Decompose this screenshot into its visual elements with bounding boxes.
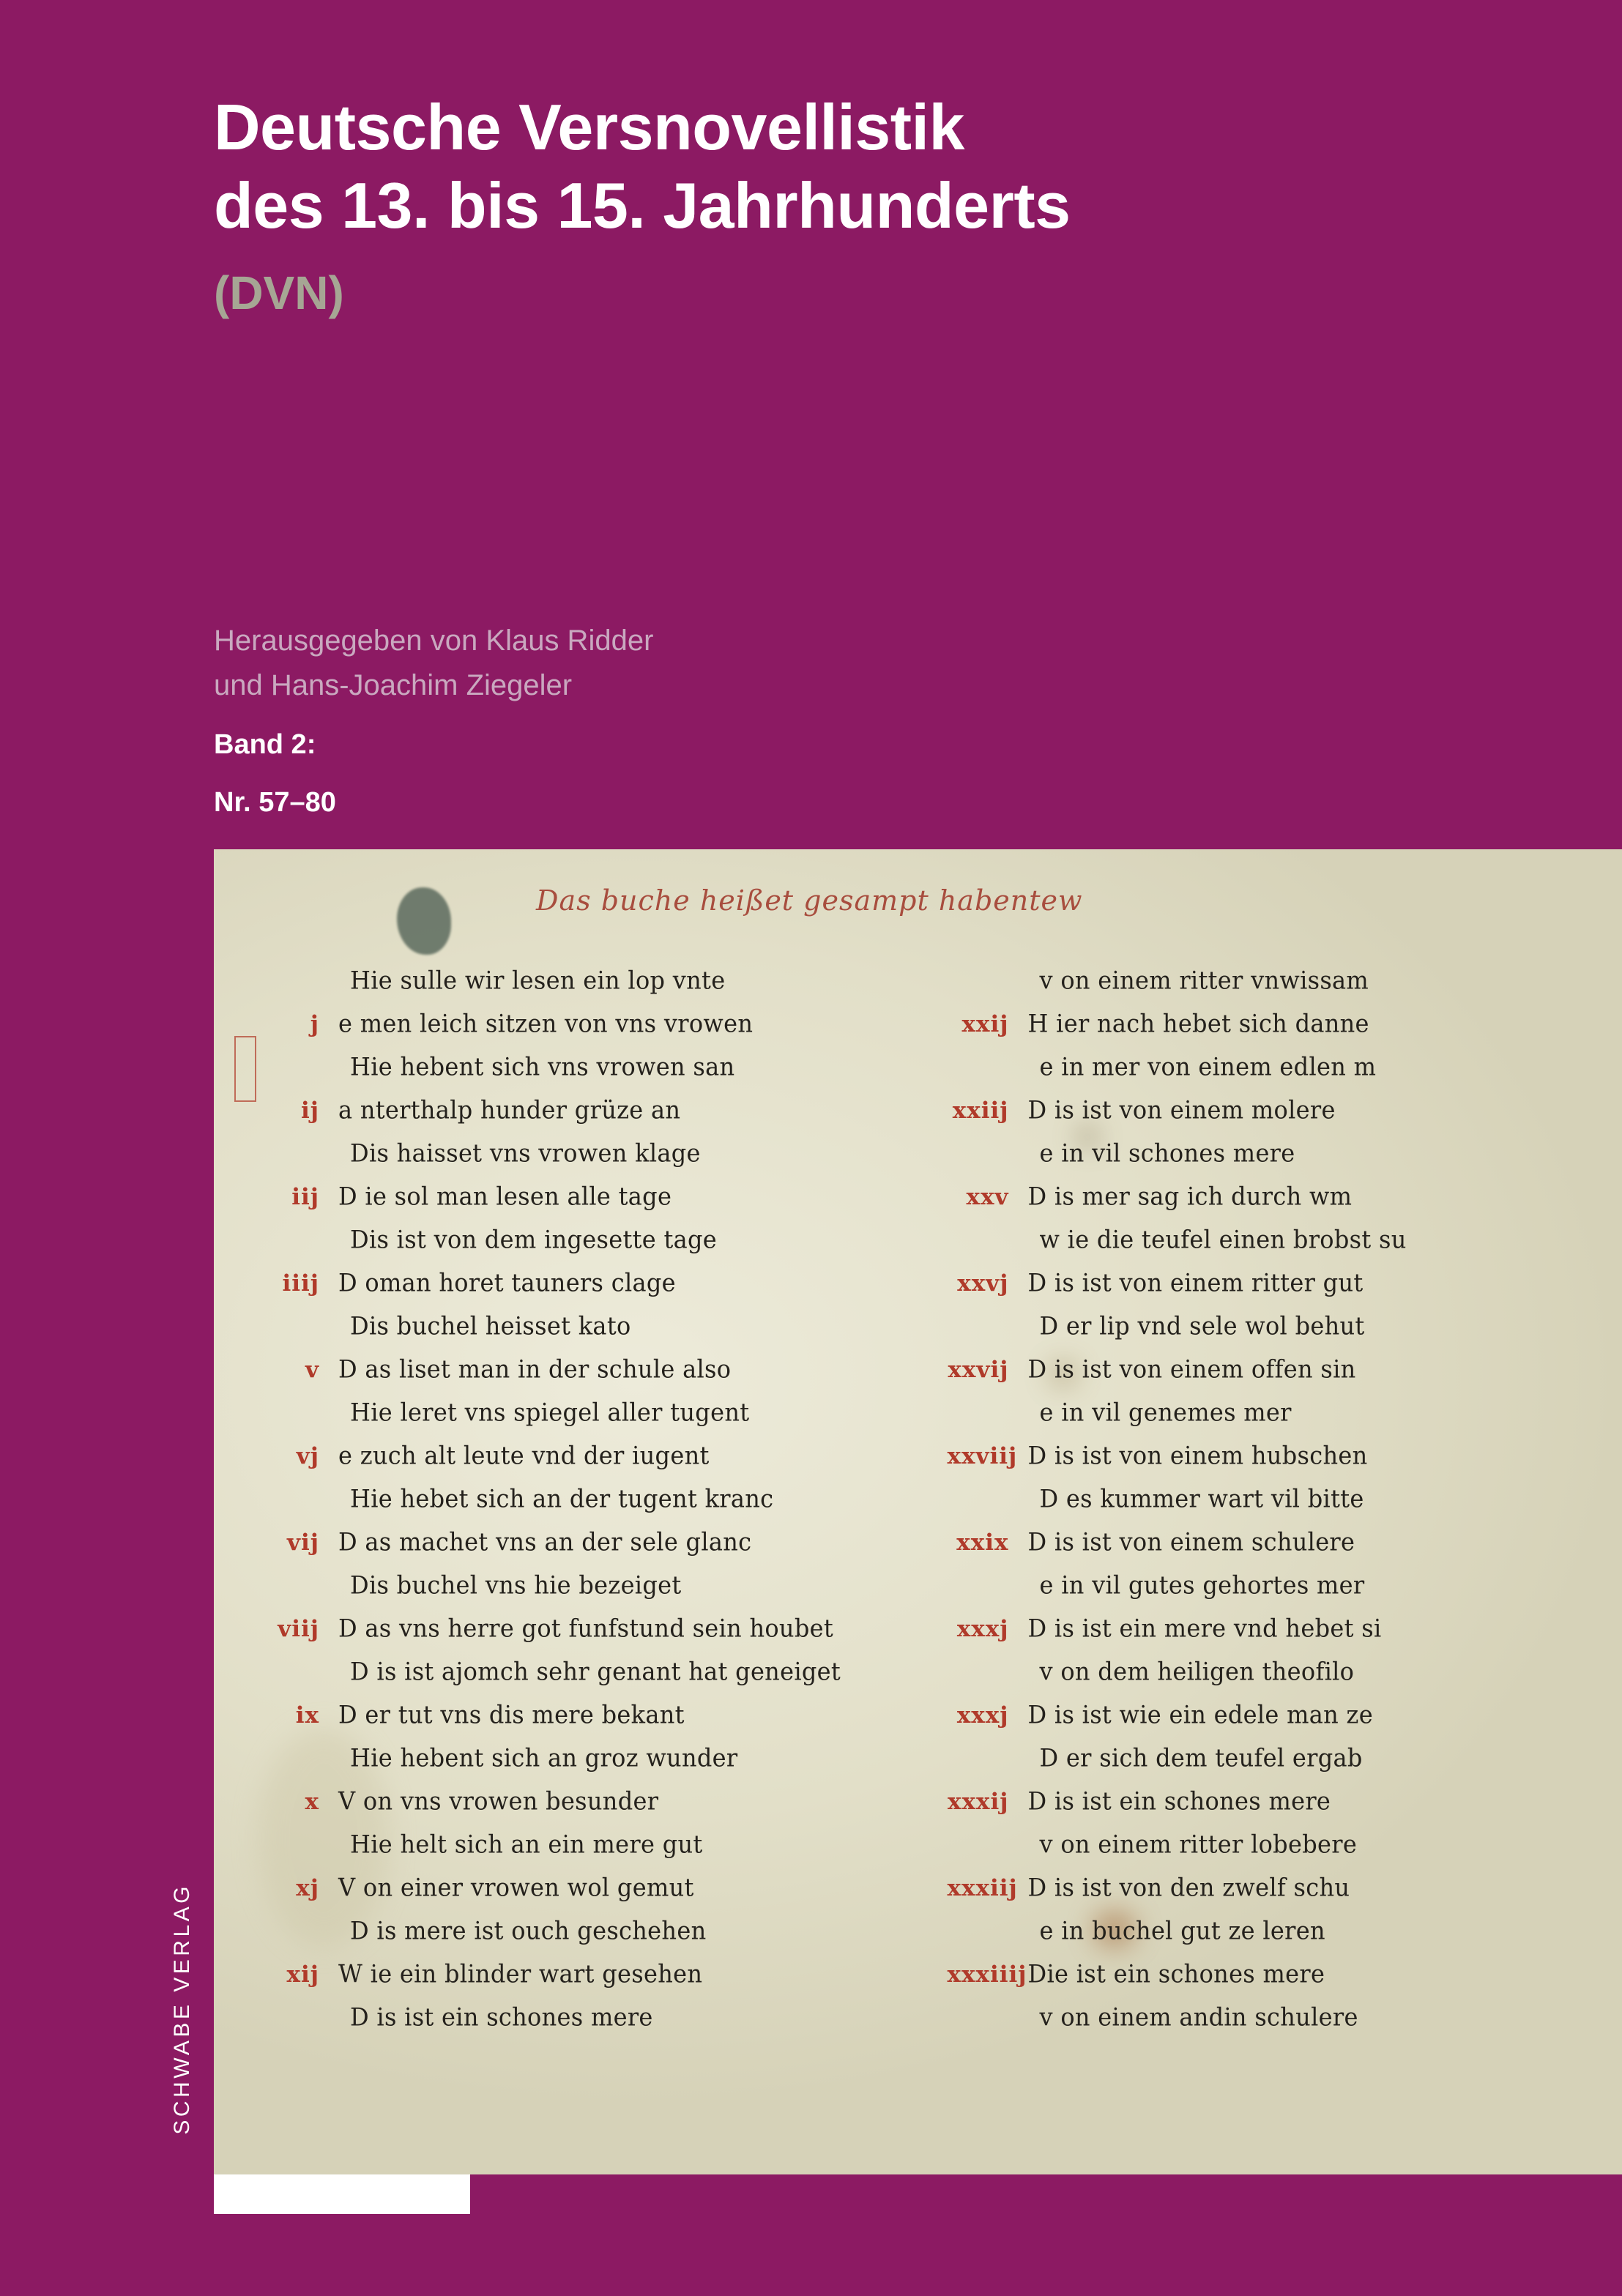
- manuscript-line: [948, 1614, 1622, 1658]
- subtitle-acronym: (DVN): [214, 266, 344, 319]
- manuscript-line: [258, 1398, 933, 1442]
- manuscript-line-text: Dis buchel heisset kato: [350, 1311, 631, 1341]
- editors-line-2: und Hans-Joachim Ziegeler: [214, 668, 573, 701]
- manuscript-line-number: xxxij: [948, 1789, 1009, 1815]
- manuscript-heading: Das buche heißet gesampt habentew: [536, 884, 1083, 917]
- manuscript-line-number: iij: [291, 1184, 319, 1210]
- manuscript-line-text: D oman horet tauners clage: [338, 1267, 676, 1298]
- ink-blot: [397, 887, 451, 955]
- manuscript-line-number: xxxj: [956, 1616, 1009, 1642]
- manuscript-line-number: xxxiiij: [947, 1961, 1027, 1988]
- manuscript-line-text: D is ist wie ein edele man ze: [1027, 1699, 1373, 1730]
- manuscript-line-number: v: [305, 1357, 319, 1383]
- manuscript-line-text: e men leich sitzen von vns vrowen: [338, 1008, 754, 1039]
- manuscript-line: [948, 1960, 1622, 2003]
- metadata-block: [214, 619, 1166, 824]
- manuscript-line: [948, 1658, 1622, 1701]
- publisher-name: SCHWABE VERLAG: [170, 1883, 194, 2135]
- manuscript-line: [948, 1485, 1622, 1528]
- manuscript-line-text: a nterthalp hunder grüze an: [338, 1095, 681, 1125]
- manuscript-line: [258, 1960, 933, 2003]
- manuscript-line: [948, 1830, 1622, 1874]
- manuscript-line-number: j: [310, 1011, 319, 1037]
- manuscript-column-right: [933, 966, 1622, 2174]
- manuscript-line-text: D as machet vns an der sele glanc: [338, 1527, 752, 1557]
- manuscript-line-text: D is mere ist ouch geschehen: [350, 1915, 707, 1946]
- manuscript-line: [948, 1312, 1622, 1355]
- manuscript-line-text: D is ist von einem ritter gut: [1027, 1267, 1364, 1298]
- manuscript-line-text: D ie sol man lesen alle tage: [338, 1181, 672, 1212]
- publisher-imprint: [170, 1827, 195, 2135]
- manuscript-line: [948, 1182, 1622, 1226]
- manuscript-line: [948, 1701, 1622, 1744]
- manuscript-line: [258, 1571, 933, 1614]
- manuscript-line-text: v on einem andin schulere: [1039, 2002, 1358, 2032]
- manuscript-line-text: e in vil genemes mer: [1039, 1397, 1292, 1428]
- manuscript-line-number: xxij: [961, 1011, 1009, 1037]
- manuscript-line-text: D is ist ajomch sehr genant hat geneiget: [350, 1656, 841, 1687]
- manuscript-line: [948, 1917, 1622, 1960]
- manuscript-line-text: D as liset man in der schule also: [338, 1354, 732, 1384]
- manuscript-line: [258, 2003, 933, 2046]
- manuscript-line-number: xxix: [956, 1529, 1009, 1556]
- manuscript-line: [948, 1787, 1622, 1830]
- manuscript-line-text: D er tut vns dis mere bekant: [338, 1699, 685, 1730]
- manuscript-line-text: Dis haisset vns vrowen klage: [350, 1138, 701, 1168]
- manuscript-line-text: D is ist von einem offen sin: [1027, 1354, 1356, 1384]
- title-line-1: Deutsche Versnovellistik: [214, 91, 964, 163]
- manuscript-line-number: xxvij: [948, 1357, 1009, 1383]
- manuscript-line-text: D is ist von einem hubschen: [1027, 1440, 1368, 1471]
- manuscript-line: [948, 2003, 1622, 2046]
- manuscript-line: [948, 1398, 1622, 1442]
- manuscript-line: [258, 1226, 933, 1269]
- manuscript-line: [948, 1874, 1622, 1917]
- manuscript-line: [258, 1096, 933, 1139]
- page-title: [214, 88, 1459, 320]
- manuscript-line: [258, 1874, 933, 1917]
- manuscript-line-text: w ie die teufel einen brobst su: [1039, 1224, 1407, 1255]
- manuscript-line: [948, 1010, 1622, 1053]
- manuscript-line: [258, 1658, 933, 1701]
- manuscript-line-text: Hie sulle wir lesen ein lop vnte: [350, 965, 726, 996]
- parchment-background: [214, 849, 1622, 2174]
- manuscript-line: [258, 1528, 933, 1571]
- manuscript-line-number: ix: [295, 1702, 319, 1729]
- manuscript-line: [258, 1312, 933, 1355]
- manuscript-line: [948, 1096, 1622, 1139]
- manuscript-line-text: e in buchel gut ze leren: [1039, 1915, 1325, 1946]
- manuscript-line-number: xxv: [966, 1184, 1009, 1210]
- manuscript-line: [948, 1139, 1622, 1182]
- white-accent-bar: [214, 2172, 470, 2214]
- manuscript-line-text: e zuch alt leute vnd der iugent: [338, 1440, 710, 1471]
- manuscript-line: [948, 1571, 1622, 1614]
- manuscript-line: [258, 966, 933, 1010]
- manuscript-line-number: xxiij: [952, 1097, 1009, 1124]
- manuscript-line-text: D as vns herre got funfstund sein houbet: [338, 1613, 834, 1644]
- manuscript-line-text: e in vil gutes gehortes mer: [1039, 1570, 1365, 1600]
- manuscript-line: [258, 1744, 933, 1787]
- manuscript-line-text: Hie helt sich an ein mere gut: [350, 1829, 703, 1860]
- manuscript-line-text: Dis ist von dem ingesette tage: [350, 1224, 718, 1255]
- manuscript-column-left: [214, 966, 933, 2174]
- manuscript-line: [948, 1528, 1622, 1571]
- manuscript-line: [258, 1182, 933, 1226]
- manuscript-line-text: W ie ein blinder wart gesehen: [338, 1958, 703, 1989]
- manuscript-line-text: D is ist ein schones mere: [350, 2002, 653, 2032]
- manuscript-line: [258, 1701, 933, 1744]
- manuscript-columns: [214, 966, 1622, 2174]
- manuscript-line-number: xxviij: [947, 1443, 1018, 1469]
- manuscript-line-text: D is ist ein schones mere: [1027, 1786, 1331, 1816]
- manuscript-line: [948, 1053, 1622, 1096]
- manuscript-line: [258, 1442, 933, 1485]
- manuscript-line: [948, 1269, 1622, 1312]
- manuscript-line-text: Hie hebet sich an der tugent kranc: [350, 1483, 774, 1514]
- manuscript-line-text: D er sich dem teufel ergab: [1039, 1742, 1363, 1773]
- manuscript-line-text: D is ist von einem molere: [1027, 1095, 1336, 1125]
- manuscript-line-text: D is ist von den zwelf schu: [1027, 1872, 1350, 1903]
- manuscript-line-text: H ier nach hebet sich danne: [1027, 1008, 1369, 1039]
- manuscript-line-text: v on einem ritter lobebere: [1039, 1829, 1358, 1860]
- manuscript-line-text: Hie leret vns spiegel aller tugent: [350, 1397, 750, 1428]
- volume-line-1: Band 2:: [214, 728, 316, 760]
- manuscript-line: [258, 1269, 933, 1312]
- manuscript-line: [258, 1830, 933, 1874]
- manuscript-line-number: ij: [301, 1097, 319, 1124]
- manuscript-line-number: xij: [286, 1961, 319, 1988]
- manuscript-line: [948, 1355, 1622, 1398]
- manuscript-line: [258, 1053, 933, 1096]
- volume-line-2: Nr. 57–80: [214, 786, 336, 818]
- manuscript-line-text: V on vns vrowen besunder: [338, 1786, 659, 1816]
- manuscript-line-number: iiij: [282, 1270, 319, 1297]
- manuscript-line-text: D is ist von einem schulere: [1027, 1527, 1355, 1557]
- manuscript-line: [258, 1917, 933, 1960]
- manuscript-line-number: xxxiij: [947, 1875, 1018, 1901]
- manuscript-line: [258, 1139, 933, 1182]
- editors-line-1: Herausgegeben von Klaus Ridder: [214, 625, 654, 657]
- manuscript-line-text: v on dem heiligen theofilo: [1039, 1656, 1355, 1687]
- manuscript-line-text: V on einer vrowen wol gemut: [338, 1872, 694, 1903]
- manuscript-line: [258, 1485, 933, 1528]
- manuscript-line: [258, 1355, 933, 1398]
- manuscript-line-number: xxvj: [957, 1270, 1009, 1297]
- manuscript-line-text: Dis buchel vns hie bezeiget: [350, 1570, 682, 1600]
- manuscript-line: [258, 1614, 933, 1658]
- manuscript-line-text: e in vil schones mere: [1039, 1138, 1295, 1168]
- manuscript-line-text: D is mer sag ich durch wm: [1027, 1181, 1353, 1212]
- manuscript-line-text: D er lip vnd sele wol behut: [1039, 1311, 1365, 1341]
- manuscript-line-number: x: [305, 1789, 319, 1815]
- manuscript-line-text: v on einem ritter vnwissam: [1039, 965, 1369, 996]
- title-line-2: des 13. bis 15. Jahrhunderts: [214, 169, 1071, 242]
- manuscript-line-text: Hie hebent sich an groz wunder: [350, 1742, 738, 1773]
- manuscript-line: [948, 1226, 1622, 1269]
- manuscript-line-number: viij: [278, 1616, 319, 1642]
- manuscript-line-text: e in mer von einem edlen m: [1039, 1051, 1377, 1082]
- manuscript-line: [258, 1010, 933, 1053]
- manuscript-line-text: Hie hebent sich vns vrowen san: [350, 1051, 735, 1082]
- manuscript-line-number: vij: [286, 1529, 319, 1556]
- manuscript-line: [948, 1744, 1622, 1787]
- manuscript-line: [948, 966, 1622, 1010]
- manuscript-line-number: xxxj: [956, 1702, 1009, 1729]
- manuscript-line-number: xj: [296, 1875, 319, 1901]
- manuscript-line-text: D es kummer wart vil bitte: [1039, 1483, 1364, 1514]
- manuscript-line-text: Die ist ein schones mere: [1027, 1958, 1325, 1989]
- manuscript-image: [214, 849, 1622, 2174]
- manuscript-line: [948, 1442, 1622, 1485]
- manuscript-line: [258, 1787, 933, 1830]
- manuscript-line-text: D is ist ein mere vnd hebet si: [1027, 1613, 1382, 1644]
- manuscript-line-number: vj: [296, 1443, 319, 1469]
